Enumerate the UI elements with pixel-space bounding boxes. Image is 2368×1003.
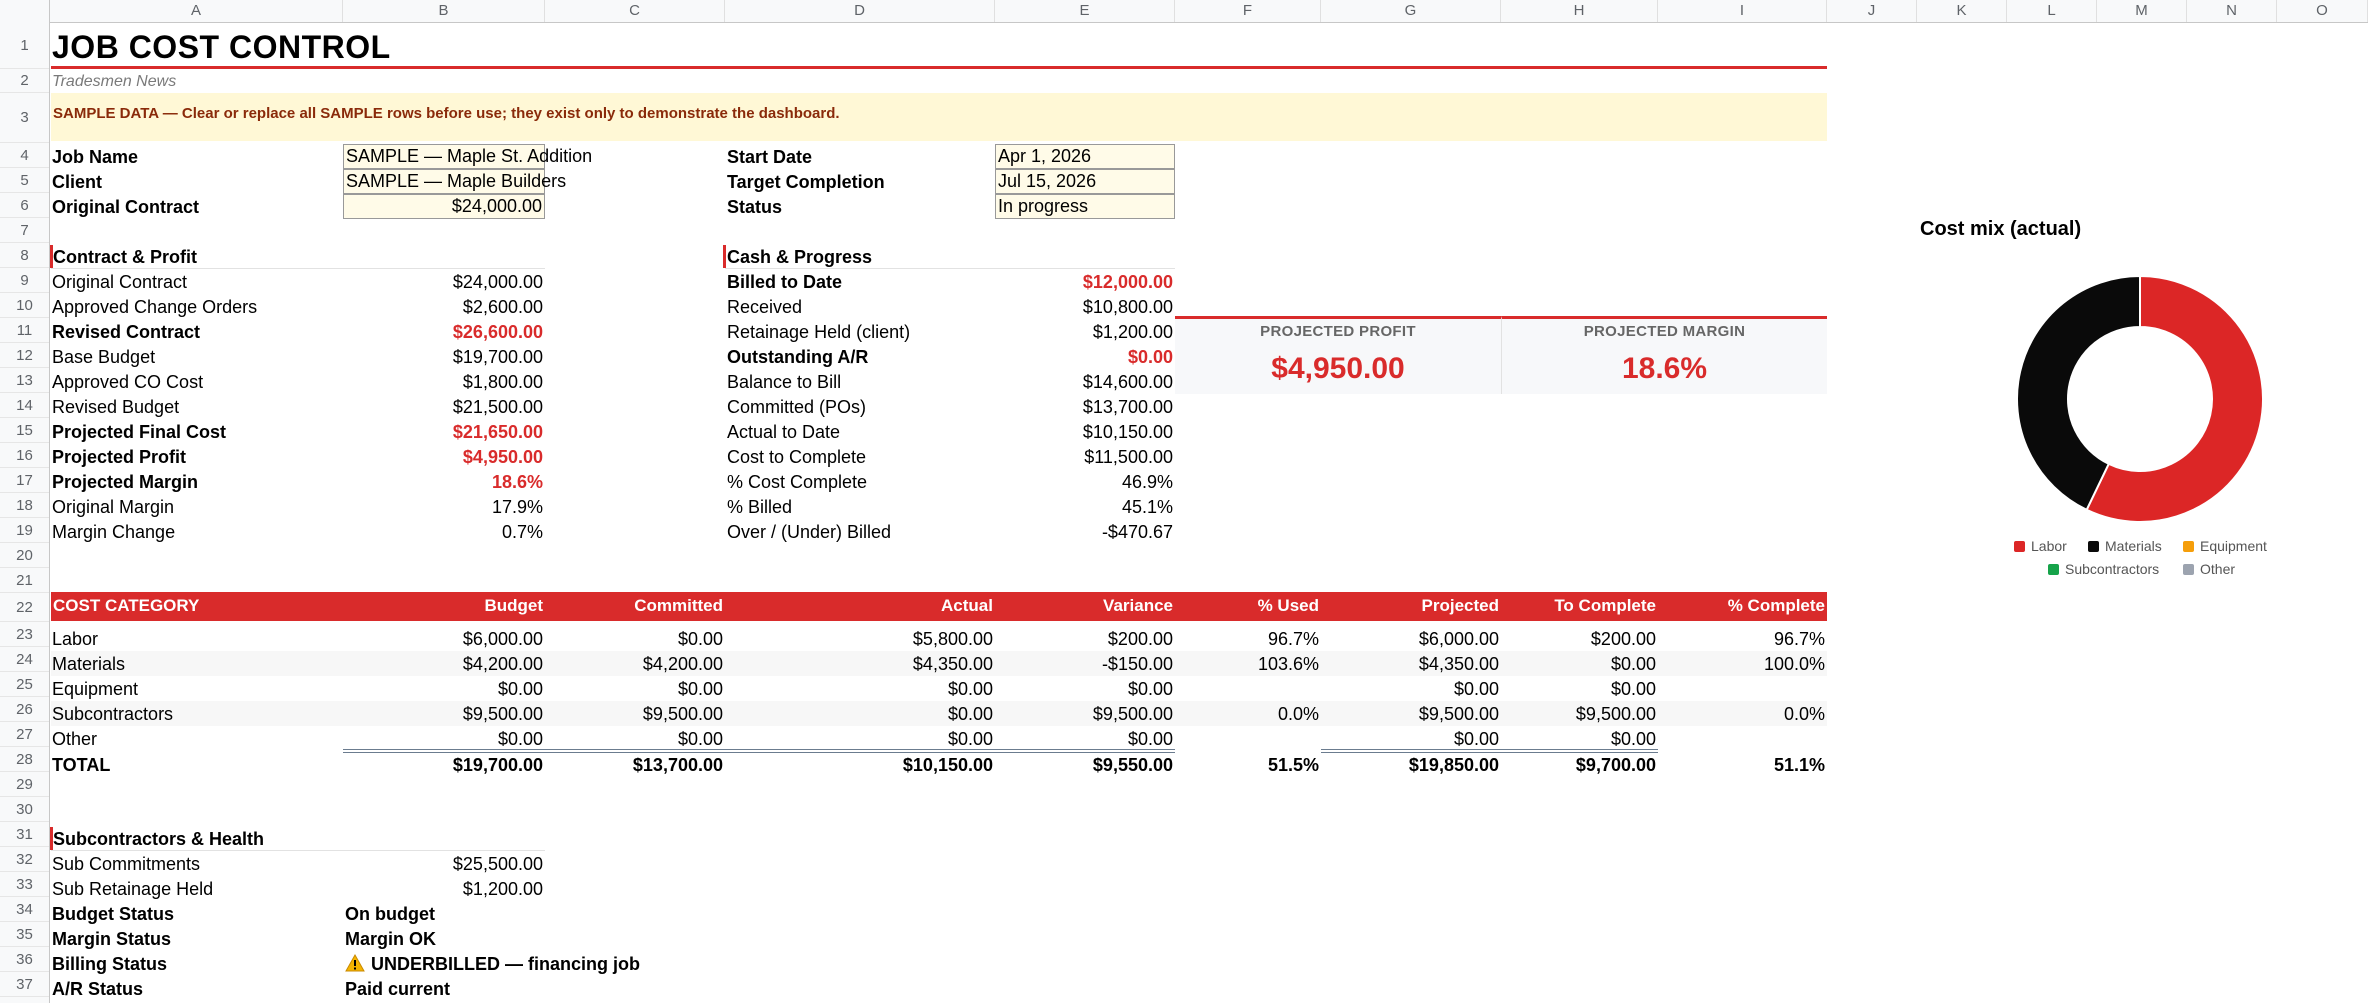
cash-value: $12,000.00 xyxy=(1082,272,1173,292)
cp-value: $21,650.00 xyxy=(452,422,543,442)
table-cell: $0.00 xyxy=(1453,679,1499,699)
health-label: Billing Status xyxy=(52,954,168,974)
health-label: Budget Status xyxy=(52,904,175,924)
row-header[interactable]: 21 xyxy=(0,568,49,593)
cost-mix-donut-chart xyxy=(2015,274,2265,524)
row-header[interactable]: 23 xyxy=(0,622,49,647)
legend-swatch xyxy=(2048,564,2059,575)
table-cell: $5,800.00 xyxy=(912,629,993,649)
job-name-label: Job Name xyxy=(52,147,139,167)
cash-label: Received xyxy=(727,297,803,317)
total-cell: $19,700.00 xyxy=(452,755,543,775)
billing-status-cell xyxy=(345,952,640,978)
client-input[interactable]: SAMPLE — Maple Builders xyxy=(343,169,545,194)
table-cell: $9,500.00 xyxy=(1418,704,1499,724)
table-cell: $0.00 xyxy=(677,729,723,749)
start-date-input[interactable]: Apr 1, 2026 xyxy=(995,144,1175,169)
cash-value: -$470.67 xyxy=(1101,522,1173,542)
table-cell: $9,500.00 xyxy=(1092,704,1173,724)
row-header[interactable]: 32 xyxy=(0,847,49,872)
table-cell: 96.7% xyxy=(1267,629,1319,649)
projected-margin-value: 18.6% xyxy=(1621,352,1708,385)
projected-profit-card xyxy=(1175,316,1501,394)
row-header[interactable]: 35 xyxy=(0,922,49,947)
table-cell: 103.6% xyxy=(1257,654,1319,674)
total-label: TOTAL xyxy=(52,755,111,775)
row-header[interactable]: 12 xyxy=(0,343,49,368)
projected-margin-label: PROJECTED MARGIN xyxy=(1583,323,1746,340)
row-header[interactable]: 14 xyxy=(0,393,49,418)
column-header-e[interactable]: E xyxy=(995,0,1175,22)
table-cell: $200.00 xyxy=(1107,629,1173,649)
row-header-bar xyxy=(0,22,50,1003)
table-cell: $9,500.00 xyxy=(462,704,543,724)
column-header-n[interactable]: N xyxy=(2187,0,2277,22)
cp-value: 18.6% xyxy=(491,472,543,492)
table-cell: 0.0% xyxy=(1277,704,1319,724)
cp-value: $4,950.00 xyxy=(462,447,543,467)
cp-value: $21,500.00 xyxy=(452,397,543,417)
col-header-budget: Budget xyxy=(484,596,543,615)
table-cell: $4,200.00 xyxy=(642,654,723,674)
column-header-f[interactable]: F xyxy=(1175,0,1321,22)
cash-label: Actual to Date xyxy=(727,422,841,442)
row-header[interactable]: 2 xyxy=(0,69,49,93)
cash-value: $13,700.00 xyxy=(1082,397,1173,417)
row-header[interactable]: 3 xyxy=(0,93,49,143)
warning-icon xyxy=(345,954,365,978)
cash-label: Outstanding A/R xyxy=(727,347,869,367)
projected-margin-card xyxy=(1501,316,1827,394)
column-header-k[interactable]: K xyxy=(1917,0,2007,22)
row-header[interactable]: 29 xyxy=(0,772,49,797)
legend-swatch xyxy=(2183,564,2194,575)
col-header-variance: Variance xyxy=(1103,596,1173,615)
legend-item-materials: Materials xyxy=(2088,538,2162,554)
row-header[interactable]: 13 xyxy=(0,368,49,393)
ar-status-value: Paid current xyxy=(345,979,451,999)
column-header-d[interactable]: D xyxy=(725,0,995,22)
table-row-category: Other xyxy=(52,729,98,749)
table-row-category: Materials xyxy=(52,654,126,674)
row-header[interactable]: 10 xyxy=(0,293,49,318)
table-cell: $4,200.00 xyxy=(462,654,543,674)
total-cell: 51.5% xyxy=(1267,755,1319,775)
cash-label: % Cost Complete xyxy=(727,472,868,492)
table-cell: $0.00 xyxy=(1453,729,1499,749)
table-cell: $0.00 xyxy=(947,704,993,724)
table-cell: $0.00 xyxy=(947,729,993,749)
table-cell: $4,350.00 xyxy=(1418,654,1499,674)
row-header[interactable]: 26 xyxy=(0,697,49,722)
total-cell: 51.1% xyxy=(1773,755,1825,775)
legend-swatch xyxy=(2183,541,2194,552)
row-header[interactable]: 33 xyxy=(0,872,49,897)
row-header[interactable]: 9 xyxy=(0,268,49,293)
cp-value: $2,600.00 xyxy=(462,297,543,317)
cash-label: Retainage Held (client) xyxy=(727,322,911,342)
section-marker xyxy=(723,245,726,268)
column-header-o[interactable]: O xyxy=(2277,0,2368,22)
row-header[interactable]: 8 xyxy=(0,243,49,268)
sample-data-banner-text: SAMPLE DATA — Clear or replace all SAMPLE rows before use; they exist only to demonstrate the dashboard. xyxy=(53,105,840,122)
column-header-i[interactable]: I xyxy=(1658,0,1827,22)
cash-label: Over / (Under) Billed xyxy=(727,522,892,542)
column-header-c[interactable]: C xyxy=(545,0,725,22)
table-cell: 96.7% xyxy=(1773,629,1825,649)
health-value: $1,200.00 xyxy=(462,879,543,899)
cash-label: Billed to Date xyxy=(727,272,843,292)
cash-value: $10,150.00 xyxy=(1082,422,1173,442)
row-header[interactable]: 11 xyxy=(0,318,49,343)
column-header-m[interactable]: M xyxy=(2097,0,2187,22)
legend-item-equipment: Equipment xyxy=(2183,538,2267,554)
row-header[interactable]: 31 xyxy=(0,822,49,847)
table-cell: $6,000.00 xyxy=(462,629,543,649)
health-label: A/R Status xyxy=(52,979,144,999)
section-rule xyxy=(725,268,1175,269)
title-underline xyxy=(51,66,1827,69)
cp-value: $19,700.00 xyxy=(452,347,543,367)
table-cell: $0.00 xyxy=(1610,679,1656,699)
total-cell: $9,700.00 xyxy=(1575,755,1656,775)
health-label: Margin Status xyxy=(52,929,172,949)
target-completion-input[interactable]: Jul 15, 2026 xyxy=(995,169,1175,194)
column-header-a[interactable]: A xyxy=(50,0,343,22)
cash-value: 45.1% xyxy=(1121,497,1173,517)
cp-value: $1,800.00 xyxy=(462,372,543,392)
table-cell: $6,000.00 xyxy=(1418,629,1499,649)
table-cell: $0.00 xyxy=(1127,729,1173,749)
sheet-subtitle: Tradesmen News xyxy=(52,73,177,90)
cp-label: Approved Change Orders xyxy=(52,297,258,317)
cash-value: $0.00 xyxy=(1127,347,1173,367)
row-header[interactable]: 34 xyxy=(0,897,49,922)
select-all-corner[interactable] xyxy=(0,0,50,22)
cash-label: Balance to Bill xyxy=(727,372,842,392)
cp-value: 17.9% xyxy=(491,497,543,517)
total-cell: $13,700.00 xyxy=(632,755,723,775)
cash-label: % Billed xyxy=(727,497,793,517)
row-header[interactable]: 7 xyxy=(0,218,49,243)
health-label: Sub Retainage Held xyxy=(52,879,214,899)
column-header-bar xyxy=(0,0,2368,23)
row-header[interactable]: 36 xyxy=(0,947,49,972)
table-cell: $4,350.00 xyxy=(912,654,993,674)
table-row-category: Subcontractors xyxy=(52,704,174,724)
cash-value: $10,800.00 xyxy=(1082,297,1173,317)
status-label: Status xyxy=(727,197,783,217)
table-cell: $200.00 xyxy=(1590,629,1656,649)
row-header[interactable]: 5 xyxy=(0,168,49,193)
row-header[interactable]: 28 xyxy=(0,747,49,772)
row-header[interactable]: 20 xyxy=(0,543,49,568)
cp-value: 0.7% xyxy=(501,522,543,542)
table-cell: $0.00 xyxy=(497,729,543,749)
row-header[interactable]: 4 xyxy=(0,143,49,168)
cp-value: $26,600.00 xyxy=(452,322,543,342)
col-header-category: COST CATEGORY xyxy=(53,596,200,615)
row-header[interactable]: 6 xyxy=(0,193,49,218)
cash-value: $14,600.00 xyxy=(1082,372,1173,392)
legend-item-labor: Labor xyxy=(2014,538,2067,554)
legend-swatch xyxy=(2088,541,2099,552)
row-header[interactable]: 1 xyxy=(0,22,49,69)
column-header-b[interactable]: B xyxy=(343,0,545,22)
projected-profit-value: $4,950.00 xyxy=(1271,352,1405,385)
table-cell: $0.00 xyxy=(677,629,723,649)
cp-label: Revised Contract xyxy=(52,322,201,342)
table-row-category: Equipment xyxy=(52,679,139,699)
cash-value: $11,500.00 xyxy=(1084,447,1173,467)
cp-label: Revised Budget xyxy=(52,397,180,417)
cp-label: Base Budget xyxy=(52,347,156,367)
legend-item-subcontractors: Subcontractors xyxy=(2048,561,2159,577)
cash-value: $1,200.00 xyxy=(1092,322,1173,342)
column-header-j[interactable]: J xyxy=(1827,0,1917,22)
total-cell: $19,850.00 xyxy=(1408,755,1499,775)
sheet-title: JOB COST CONTROL xyxy=(52,29,391,65)
table-cell: $0.00 xyxy=(1127,679,1173,699)
col-header-to-complete: To Complete xyxy=(1554,596,1656,615)
section-rule xyxy=(51,268,545,269)
cash-label: Committed (POs) xyxy=(727,397,867,417)
cp-label: Projected Margin xyxy=(52,472,199,492)
table-cell: $9,500.00 xyxy=(642,704,723,724)
row-header[interactable]: 15 xyxy=(0,418,49,443)
column-header-g[interactable]: G xyxy=(1321,0,1501,22)
start-date-label: Start Date xyxy=(727,147,813,167)
legend-item-other: Other xyxy=(2183,561,2235,577)
table-cell: $0.00 xyxy=(677,679,723,699)
col-header-committed: Committed xyxy=(634,596,723,615)
cp-value: $24,000.00 xyxy=(452,272,543,292)
row-header[interactable]: 19 xyxy=(0,518,49,543)
cp-label: Approved CO Cost xyxy=(52,372,204,392)
table-cell: $0.00 xyxy=(1610,654,1656,674)
row-header[interactable]: 16 xyxy=(0,443,49,468)
cp-label: Original Margin xyxy=(52,497,175,517)
row-header[interactable]: 30 xyxy=(0,797,49,822)
cp-label: Projected Profit xyxy=(52,447,187,467)
status-input[interactable]: In progress xyxy=(995,194,1175,219)
table-cell: $0.00 xyxy=(947,679,993,699)
contract-profit-heading: Contract & Profit xyxy=(53,247,197,267)
table-cell: $9,500.00 xyxy=(1575,704,1656,724)
job-name-input[interactable]: SAMPLE — Maple St. Addition xyxy=(343,144,545,169)
client-label: Client xyxy=(52,172,103,192)
total-cell: $9,550.00 xyxy=(1092,755,1173,775)
row-header[interactable]: 27 xyxy=(0,722,49,747)
billing-status-value: UNDERBILLED — financing job xyxy=(371,954,640,974)
cash-progress-heading: Cash & Progress xyxy=(727,247,873,267)
col-header-pct-used: % Used xyxy=(1257,596,1319,615)
row-header[interactable]: 37 xyxy=(0,972,49,997)
table-cell: 0.0% xyxy=(1783,704,1825,724)
column-header-l[interactable]: L xyxy=(2007,0,2097,22)
target-completion-label: Target Completion xyxy=(727,172,885,192)
chart-title: Cost mix (actual) xyxy=(1920,218,2082,240)
table-row-category: Labor xyxy=(52,629,99,649)
health-label: Sub Commitments xyxy=(52,854,201,874)
row-header[interactable]: 25 xyxy=(0,672,49,697)
health-heading: Subcontractors & Health xyxy=(53,829,265,849)
col-header-actual: Actual xyxy=(941,596,993,615)
original-contract-label: Original Contract xyxy=(52,197,200,217)
cp-label: Margin Change xyxy=(52,522,176,542)
total-cell: $10,150.00 xyxy=(902,755,993,775)
section-rule xyxy=(51,850,545,851)
cp-label: Projected Final Cost xyxy=(52,422,227,442)
row-header[interactable]: 18 xyxy=(0,493,49,518)
table-cell: -$150.00 xyxy=(1101,654,1173,674)
cp-label: Original Contract xyxy=(52,272,188,292)
column-header-h[interactable]: H xyxy=(1501,0,1658,22)
legend-swatch xyxy=(2014,541,2025,552)
cash-label: Cost to Complete xyxy=(727,447,867,467)
projected-profit-label: PROJECTED PROFIT xyxy=(1260,323,1416,340)
row-header[interactable]: 22 xyxy=(0,593,49,622)
margin-status-value: Margin OK xyxy=(345,929,437,949)
col-header-projected: Projected xyxy=(1421,596,1499,615)
col-header-pct-complete: % Complete xyxy=(1727,596,1825,615)
cash-value: 46.9% xyxy=(1121,472,1173,492)
health-value: $25,500.00 xyxy=(452,854,543,874)
table-cell: $0.00 xyxy=(1610,729,1656,749)
row-header[interactable]: 24 xyxy=(0,647,49,672)
table-cell: 100.0% xyxy=(1763,654,1825,674)
row-header[interactable]: 17 xyxy=(0,468,49,493)
original-contract-input[interactable]: $24,000.00 xyxy=(343,194,545,219)
table-cell: $0.00 xyxy=(497,679,543,699)
budget-status-value: On budget xyxy=(345,904,435,924)
